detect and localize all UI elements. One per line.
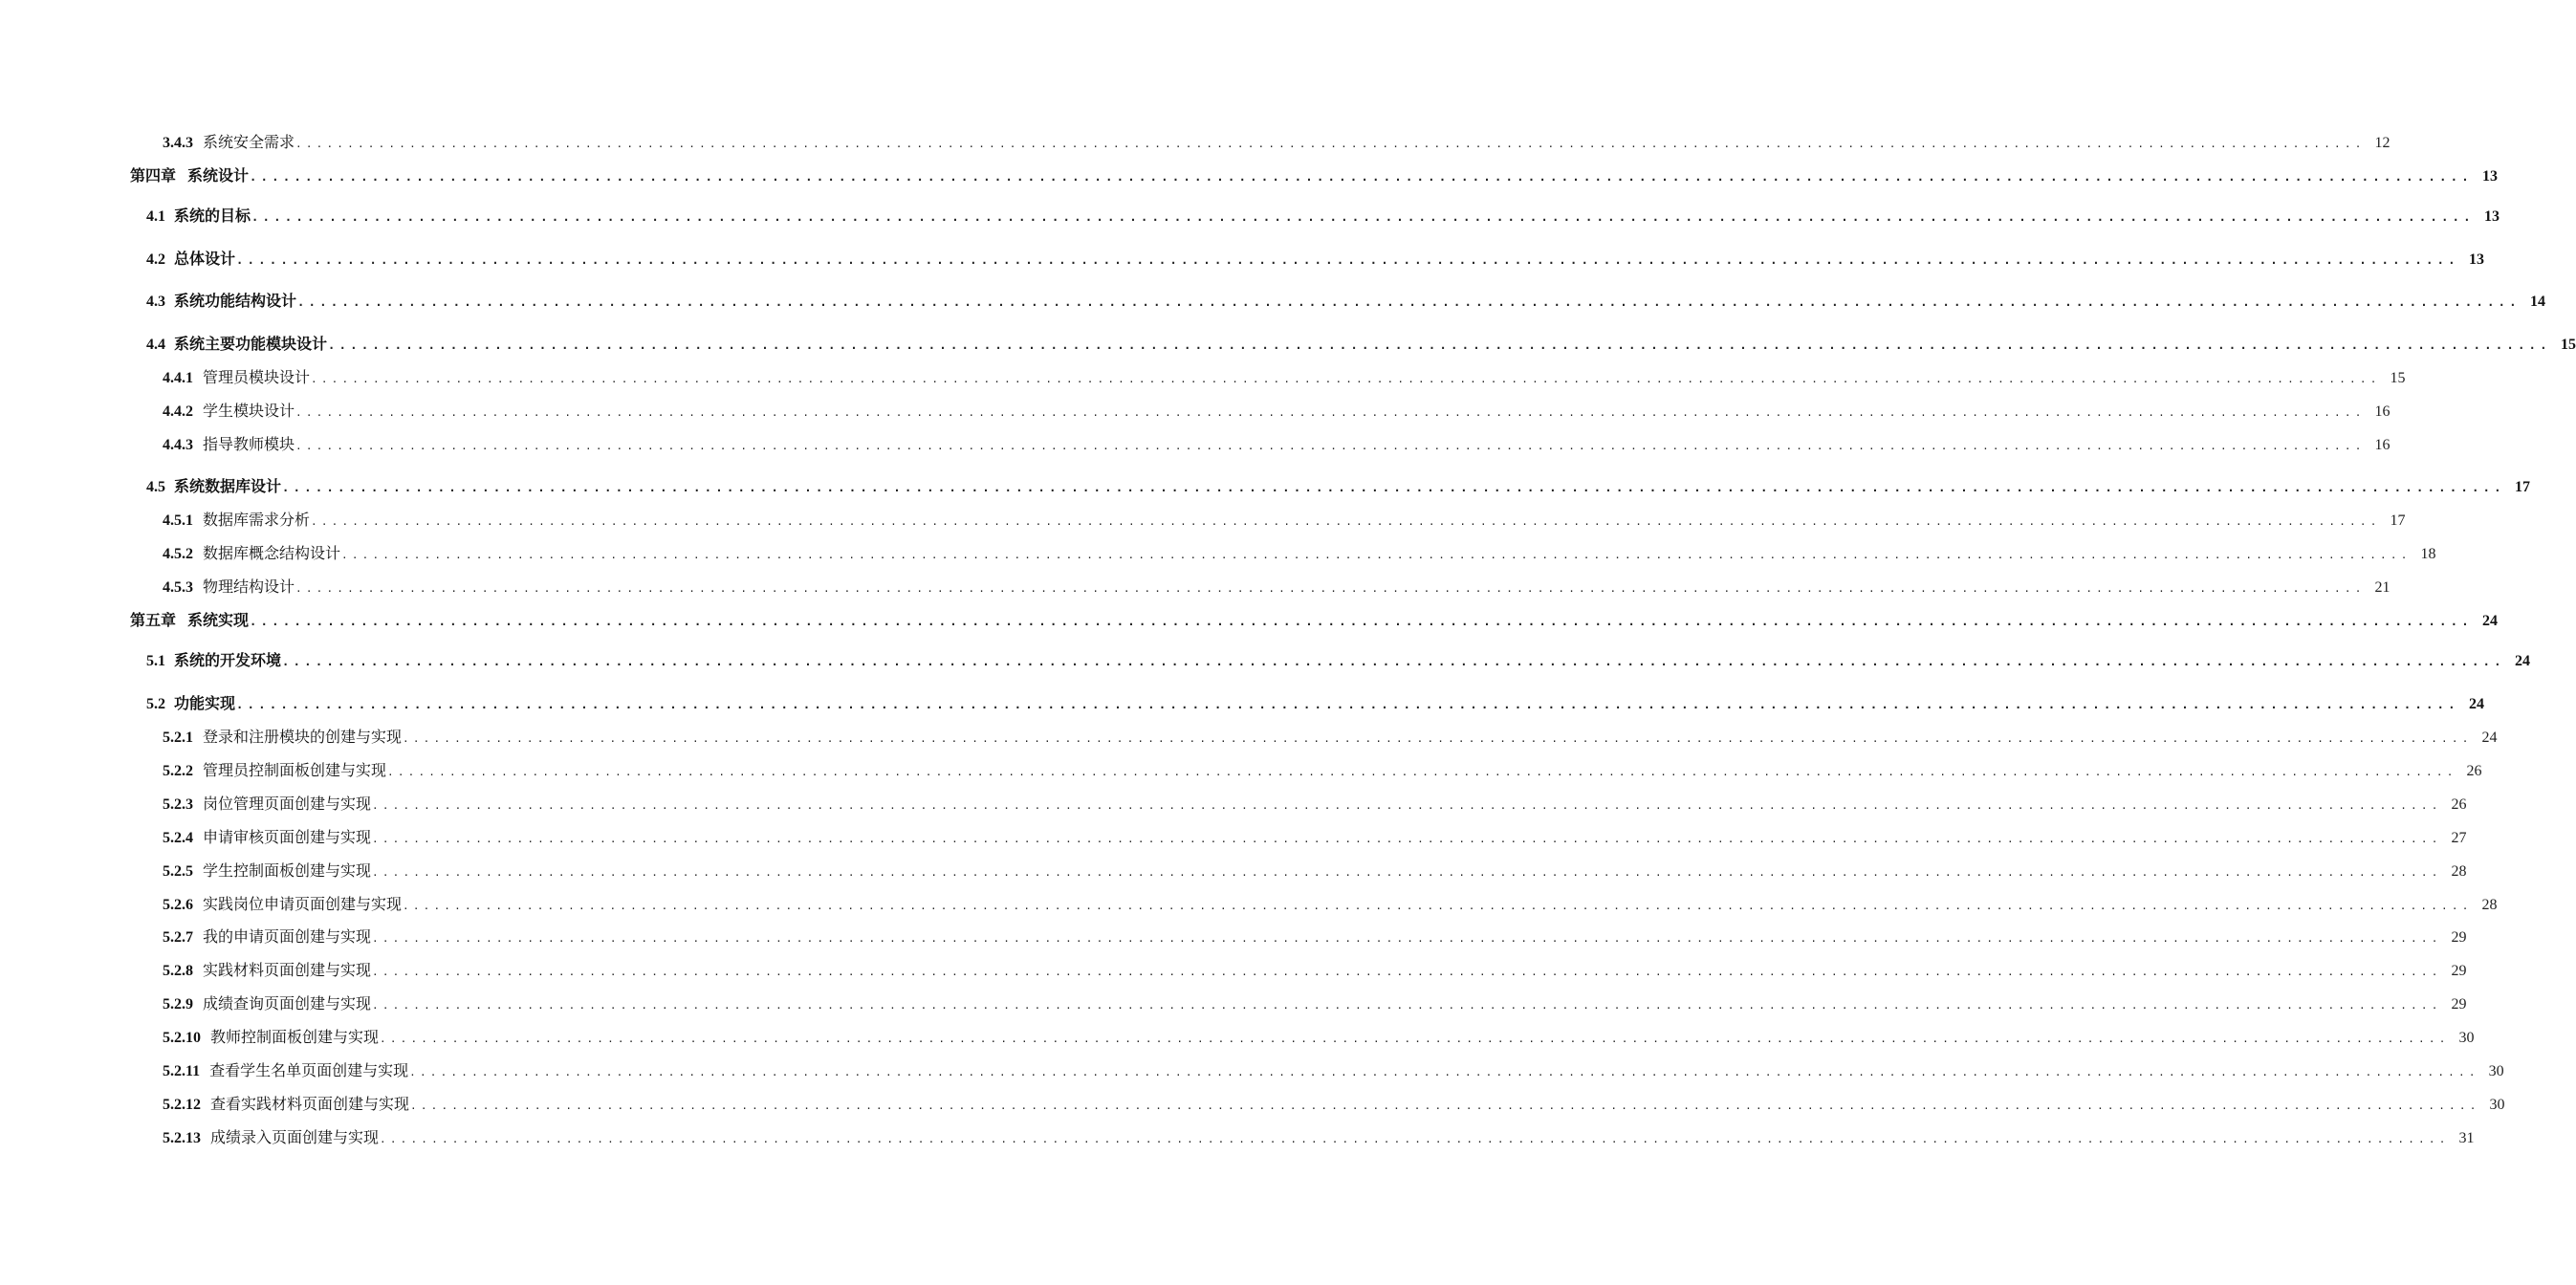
toc-entry-title: 成绩查询页面创建与实现 [203, 994, 372, 1013]
toc-entry-number: 4.3 [146, 294, 165, 310]
toc-entry-subsection[interactable] [163, 1128, 2475, 1149]
toc-entry-number: 4.5 [146, 479, 165, 495]
toc-entry-title: 学生控制面板创建与实现 [203, 861, 372, 880]
toc-dot-leader: ........................................................................................................................................................................................................ [295, 582, 2366, 595]
toc-entry-title: 申请审核页面创建与实现 [203, 828, 372, 846]
toc-entry-subsection[interactable] [163, 511, 2406, 532]
toc-dot-leader: ........................................................................................................................................................................................................ [380, 1133, 2450, 1145]
toc-entry-number: 5.2.3 [163, 796, 193, 813]
toc-entry-subsection[interactable] [163, 861, 2467, 882]
toc-entry-page-number: 16 [2374, 437, 2390, 453]
toc-entry-page-number: 26 [2451, 796, 2467, 813]
toc-dot-leader: ........................................................................................................................................................................................................ [403, 732, 2473, 745]
toc-entry-number: 4.5.3 [163, 579, 193, 596]
toc-entry-number: 5.2.9 [163, 996, 193, 1013]
toc-entry-subsection[interactable] [163, 761, 2482, 782]
toc-entry-number: 4.5.1 [163, 512, 193, 529]
toc-dot-leader: ........................................................................................................................................................................................................ [236, 698, 2459, 711]
toc-entry-page-number: 26 [2466, 763, 2482, 779]
toc-entry-page-number: 28 [2481, 897, 2498, 913]
toc-entry-page-number: 30 [2489, 1097, 2505, 1113]
toc-entry-subsection[interactable] [163, 895, 2498, 916]
toc-entry-page-number: 27 [2451, 830, 2467, 846]
toc-entry-section[interactable] [146, 335, 2576, 355]
toc-entry-page-number: 17 [2390, 512, 2406, 529]
toc-dot-leader: ........................................................................................................................................................................................................ [372, 799, 2442, 812]
toc-entry-subsection[interactable] [163, 577, 2390, 599]
toc-entry-subsection[interactable] [163, 368, 2406, 389]
toc-entry-number: 5.2.4 [163, 830, 193, 846]
toc-entry-section[interactable] [146, 651, 2530, 671]
toc-entry-title: 数据库需求分析 [203, 511, 311, 529]
toc-entry-number: 5.2.12 [163, 1097, 201, 1113]
toc-entry-title: 物理结构设计 [203, 577, 295, 596]
toc-entry-page-number: 24 [2514, 653, 2530, 669]
toc-entry-page-number: 30 [2458, 1030, 2475, 1046]
toc-entry-title: 我的申请页面创建与实现 [203, 927, 372, 946]
toc-entry-number: 5.2.10 [163, 1030, 201, 1046]
toc-entry-page-number: 30 [2488, 1063, 2504, 1079]
toc-dot-leader: ........................................................................................................................................................................................................ [311, 373, 2381, 385]
toc-dot-leader: ........................................................................................................................................................................................................ [295, 138, 2366, 150]
toc-entry-page-number: 18 [2420, 546, 2436, 562]
toc-entry-number: 5.2.1 [163, 730, 193, 746]
toc-entry-subsection[interactable] [163, 828, 2467, 849]
toc-entry-number: 4.4.1 [163, 370, 193, 386]
toc-entry-number: 4.4.3 [163, 437, 193, 453]
toc-entry-page-number: 24 [2468, 696, 2484, 712]
toc-entry-page-number: 14 [2529, 294, 2545, 310]
toc-entry-subsection[interactable] [163, 795, 2467, 816]
toc-entry-number: 5.2.13 [163, 1130, 201, 1146]
toc-entry-chapter[interactable] [130, 611, 2498, 631]
toc-dot-leader: ........................................................................................................................................................................................................ [372, 932, 2442, 945]
toc-entry-title: 数据库概念结构设计 [203, 544, 341, 562]
toc-dot-leader: ........................................................................................................................................................................................................ [409, 1066, 2479, 1078]
toc-entry-subsection[interactable] [163, 544, 2436, 565]
toc-entry-subsection[interactable] [163, 133, 2390, 154]
toc-entry-page-number: 13 [2468, 251, 2484, 268]
toc-entry-title: 系统的开发环境 [174, 651, 282, 669]
toc-entry-title: 系统数据库设计 [174, 477, 282, 495]
toc-dot-leader: ........................................................................................................................................................................................................ [372, 866, 2442, 879]
toc-dot-leader: ........................................................................................................................................................................................................ [297, 295, 2521, 309]
toc-dot-leader: ........................................................................................................................................................................................................ [251, 210, 2475, 224]
toc-entry-title: 学生模块设计 [203, 402, 295, 420]
toc-dot-leader: ........................................................................................................................................................................................................ [311, 515, 2381, 528]
toc-dot-leader: ........................................................................................................................................................................................................ [372, 833, 2442, 845]
toc-entry-number: 5.1 [146, 653, 165, 669]
toc-dot-leader: ........................................................................................................................................................................................................ [282, 481, 2505, 494]
toc-entry-title: 系统设计 [187, 166, 250, 185]
toc-dot-leader: ........................................................................................................................................................................................................ [295, 440, 2366, 452]
toc-entry-subsection[interactable] [163, 402, 2390, 423]
toc-entry-title: 功能实现 [174, 694, 236, 712]
toc-entry-title: 指导教师模块 [203, 435, 295, 453]
toc-entry-title: 实践岗位申请页面创建与实现 [203, 895, 403, 913]
toc-entry-number: 第五章 [130, 613, 177, 629]
toc-entry-page-number: 29 [2451, 996, 2467, 1013]
toc-entry-section[interactable] [146, 694, 2484, 714]
toc-entry-number: 4.5.2 [163, 546, 193, 562]
toc-dot-leader: ........................................................................................................................................................................................................ [250, 615, 2473, 628]
toc-entry-number: 4.4 [146, 337, 165, 353]
toc-entry-title: 管理员模块设计 [203, 368, 311, 386]
toc-entry-number: 第四章 [130, 168, 177, 185]
toc-dot-leader: ........................................................................................................................................................................................................ [403, 900, 2473, 912]
toc-entry-title: 登录和注册模块的创建与实现 [203, 728, 403, 746]
toc-entry-title: 岗位管理页面创建与实现 [203, 795, 372, 813]
toc-entry-title: 教师控制面板创建与实现 [210, 1028, 380, 1046]
toc-dot-leader: ........................................................................................................................................................................................................ [380, 1033, 2450, 1045]
toc-entry-number: 5.2.6 [163, 897, 193, 913]
toc-entry-page-number: 13 [2483, 208, 2500, 225]
toc-entry-page-number: 29 [2451, 963, 2467, 979]
toc-dot-leader: ........................................................................................................................................................................................................ [250, 170, 2473, 184]
toc-entry-section[interactable] [146, 207, 2500, 227]
toc-entry-number: 4.2 [146, 251, 165, 268]
toc-entry-title: 系统主要功能模块设计 [174, 335, 328, 353]
toc-dot-leader: ........................................................................................................................................................................................................ [372, 999, 2442, 1012]
toc-dot-leader: ........................................................................................................................................................................................................ [328, 338, 2551, 352]
toc-dot-leader: ........................................................................................................................................................................................................ [295, 406, 2366, 419]
toc-entry-chapter[interactable] [130, 166, 2498, 186]
toc-entry-subsection[interactable] [163, 927, 2467, 948]
toc-entry-number: 4.1 [146, 208, 165, 225]
toc-entry-page-number: 17 [2514, 479, 2530, 495]
toc-entry-subsection[interactable] [163, 728, 2498, 749]
toc-entry-section[interactable] [146, 477, 2530, 497]
toc-entry-page-number: 28 [2451, 863, 2467, 880]
toc-entry-number: 4.4.2 [163, 403, 193, 420]
toc-entry-title: 系统的目标 [174, 207, 251, 225]
toc-entry-page-number: 24 [2481, 613, 2498, 629]
toc-entry-subsection[interactable] [163, 435, 2390, 456]
toc-entry-number: 5.2.7 [163, 929, 193, 946]
toc-entry-page-number: 24 [2481, 730, 2498, 746]
toc-entry-number: 5.2.5 [163, 863, 193, 880]
toc-dot-leader: ........................................................................................................................................................................................................ [341, 549, 2412, 561]
toc-entry-number: 5.2 [146, 696, 165, 712]
toc-entry-title: 系统功能结构设计 [174, 292, 297, 310]
toc-entry-title: 系统安全需求 [203, 133, 295, 151]
toc-entry-section[interactable] [146, 250, 2484, 270]
toc-entry-title: 管理员控制面板创建与实现 [203, 761, 387, 779]
toc-dot-leader: ........................................................................................................................................................................................................ [372, 966, 2442, 978]
toc-entry-subsection[interactable] [163, 961, 2467, 982]
toc-entry-number: 5.2.8 [163, 963, 193, 979]
toc-entry-number: 3.4.3 [163, 135, 193, 151]
toc-entry-number: 5.2.11 [163, 1063, 201, 1079]
toc-entry-subsection[interactable] [163, 994, 2467, 1015]
toc-dot-leader: ........................................................................................................................................................................................................ [236, 253, 2459, 267]
toc-entry-page-number: 15 [2560, 337, 2576, 353]
toc-dot-leader: ........................................................................................................................................................................................................ [410, 1100, 2480, 1112]
toc-entry-section[interactable] [146, 292, 2545, 312]
toc-entry-number: 5.2.2 [163, 763, 193, 779]
toc-dot-leader: ........................................................................................................................................................................................................ [387, 766, 2457, 778]
toc-entry-page-number: 15 [2390, 370, 2406, 386]
toc-entry-page-number: 31 [2458, 1130, 2475, 1146]
toc-dot-leader: ........................................................................................................................................................................................................ [282, 655, 2505, 668]
toc-entry-page-number: 13 [2481, 168, 2498, 185]
toc-entry-title: 查看学生名单页面创建与实现 [209, 1061, 409, 1079]
toc-entry-subsection[interactable] [163, 1061, 2504, 1082]
toc-entry-page-number: 16 [2374, 403, 2390, 420]
toc-entry-title: 查看实践材料页面创建与实现 [210, 1095, 410, 1113]
toc-entry-title: 成绩录入页面创建与实现 [210, 1128, 380, 1146]
toc-entry-title: 总体设计 [174, 250, 236, 268]
toc-entry-page-number: 21 [2374, 579, 2390, 596]
toc-entry-subsection[interactable] [163, 1028, 2475, 1049]
toc-entry-page-number: 12 [2374, 135, 2390, 151]
toc-entry-subsection[interactable] [163, 1095, 2505, 1116]
toc-entry-page-number: 29 [2451, 929, 2467, 946]
toc-entry-title: 系统实现 [187, 611, 250, 629]
toc-entry-title: 实践材料页面创建与实现 [203, 961, 372, 979]
